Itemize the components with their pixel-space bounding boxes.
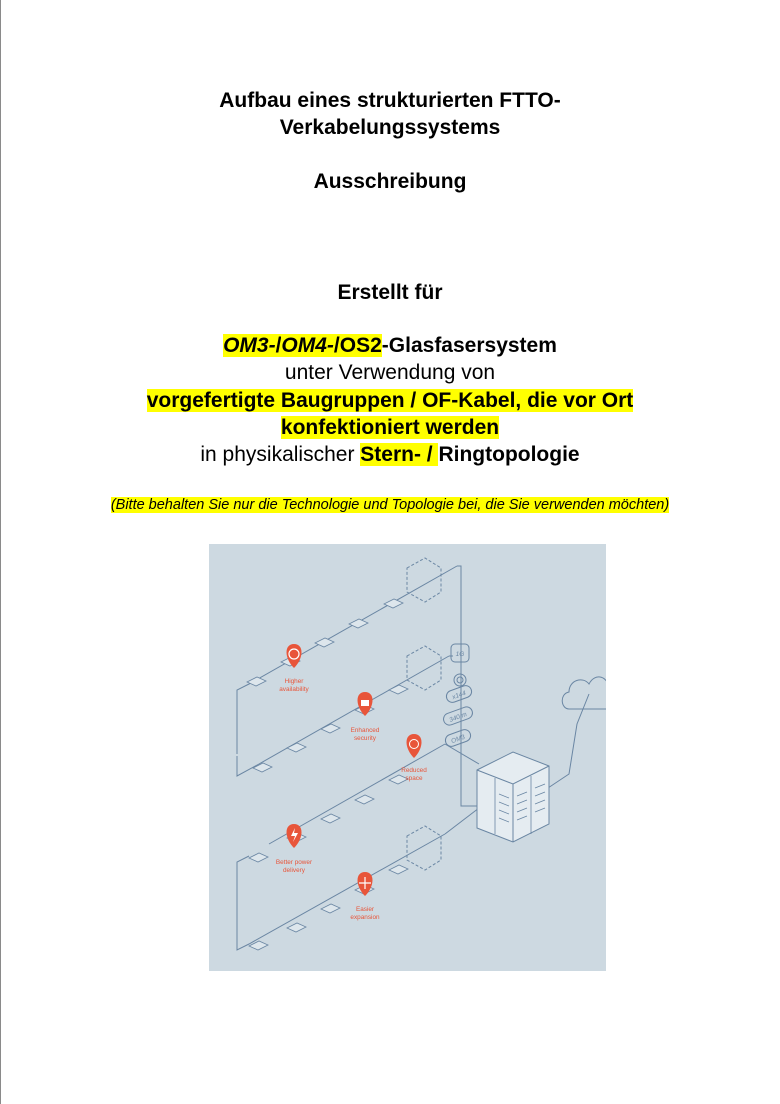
separator-1: / <box>275 334 282 357</box>
pin-better-power-delivery <box>276 824 313 874</box>
ftto-diagram <box>209 544 606 971</box>
title-line-2: Verkabelungssystems <box>279 116 501 139</box>
separator-2: / <box>333 334 340 357</box>
pin-reduced-space <box>401 734 427 782</box>
assemblies-text-1: vorgefertigte Baugruppen / OF-Kabel, die vor Ort <box>146 389 634 412</box>
lock-icon <box>361 700 369 706</box>
assemblies-line-2 <box>0 414 780 441</box>
topology-prefix: in physikalischer <box>200 443 361 466</box>
pin-easier-expansion <box>350 872 380 921</box>
tag-label-2: x144 <box>451 689 467 702</box>
pin-label-1b: availability <box>279 686 309 693</box>
instruction-note-text: (Bitte behalten Sie nur die Technologie und Topologie bei, die Sie verwenden möchten) <box>110 497 670 513</box>
pin-label-5b: expansion <box>350 914 380 921</box>
pin-label-2a: Enhanced <box>350 727 380 734</box>
created-for-heading: Erstellt für <box>337 281 443 304</box>
pin-label-4a: Better power <box>275 859 313 866</box>
pin-label-3a: Reduced <box>401 767 427 774</box>
pin-label-1a: Higher <box>284 678 304 685</box>
pin-enhanced-security <box>351 692 380 742</box>
topology-star: Stern- / <box>360 443 439 466</box>
ftto-illustration <box>209 544 606 971</box>
cable-lines <box>237 558 606 950</box>
tag-label-3: 340 m <box>448 711 468 724</box>
instruction-note <box>0 496 780 514</box>
topology-ring: Ringtopologie <box>438 443 580 466</box>
pin-label-5a: Easier <box>355 906 375 913</box>
system-suffix: -Glasfasersystem <box>381 334 557 357</box>
system-line <box>0 332 780 359</box>
subtitle: Ausschreibung <box>313 170 467 193</box>
om4-text: OM4- <box>281 334 334 357</box>
pin-label-2b: security <box>353 735 377 742</box>
tag-label-4: OM3 <box>450 733 466 746</box>
topology-line <box>0 441 780 468</box>
om3-text: OM3- <box>223 334 276 357</box>
using-line: unter Verwendung von <box>284 361 496 384</box>
pin-label-4b: delivery <box>282 867 306 874</box>
tag-label-1: 1G <box>455 651 465 658</box>
outlet-devices <box>247 599 408 950</box>
server-rack <box>477 752 549 842</box>
title-line-1: Aufbau eines strukturierten FTTO- <box>219 89 561 112</box>
pin-higher-availability <box>279 644 309 693</box>
os2-text: OS2 <box>339 334 382 357</box>
assemblies-text-2: konfektioniert werden <box>280 416 500 439</box>
pin-label-3b: space <box>405 775 423 782</box>
assemblies-line-1 <box>0 387 780 414</box>
